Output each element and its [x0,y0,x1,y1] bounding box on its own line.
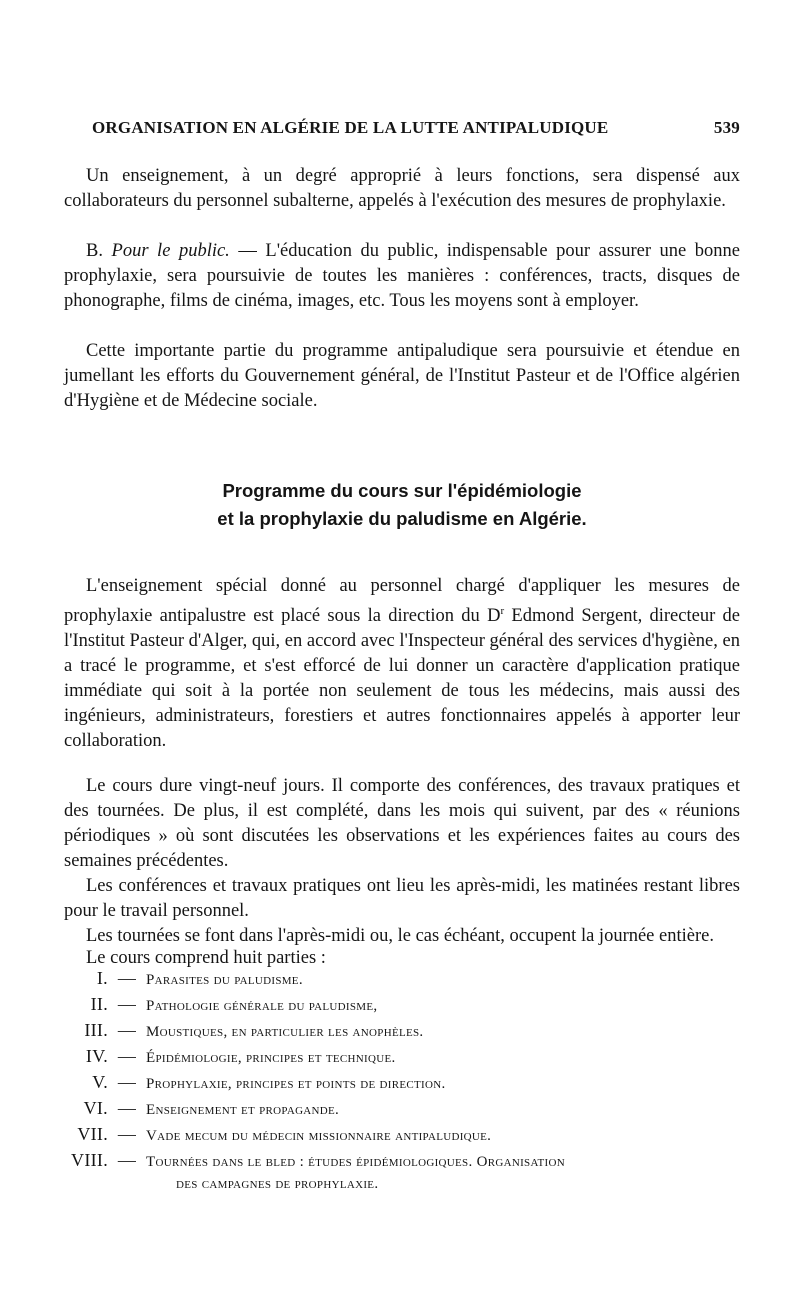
course-parts-list [64,968,740,1202]
part-number: VI. [83,1098,108,1118]
part-dash: — [117,968,137,988]
part-dash: — [117,1150,137,1170]
part-title: Enseignement et propagande. [146,1102,340,1118]
part-dash: — [117,1072,137,1092]
list-item [64,968,740,994]
part-number: VIII. [71,1150,108,1170]
part-title: Moustiques, en particulier les anophèles. [146,1024,424,1040]
part-title: Pathologie générale du paludisme, [146,998,378,1014]
part-dash: — [117,1046,137,1066]
doctor-abbrev-superscript: r [500,605,505,617]
part-title: Vade mecum du médecin missionnaire antipaludique. [146,1128,492,1144]
part-dash: — [117,1124,137,1144]
part-number: I. [96,968,108,988]
running-title: ORGANISATION EN ALGÉRIE DE LA LUTTE ANTIPALUDIQUE [92,118,609,137]
section-paragraph-1 [64,574,740,754]
paragraph-1-part-a: L'enseignement spécial donné au personnel chargé d'appliquer les mesures de prophylaxie antipalustre est placé sous la direction du D [64,576,740,627]
section-paragraph-2: Le cours dure vingt-neuf jours. Il comporte des conférences, des travaux pratiques et des tournées. De plus, il est complété, dans les mois qui suivent, par des « réunions périodiques » où sont discutées les observations et les expériences faites au cours des semaines précédentes. [64,776,740,871]
part-dash: — [117,994,137,1014]
section-title [64,477,740,533]
section-title-line-1: Programme du cours sur l'épidémiologie [222,480,582,501]
public-text: — L'éducation du public, indispensable pour assurer une bonne prophylaxie, sera poursuivie de toutes les manières : conférences, tracts, disques de phonographe, films de cinéma, images, etc. Tous les moyens sont à employer. [64,241,741,311]
part-number: VII. [77,1124,108,1144]
part-title: Parasites du paludisme. [146,972,303,988]
page-number: 539 [713,118,740,137]
part-number: II. [90,994,108,1014]
intro-paragraph-public [64,239,740,314]
part-title: Prophylaxie, principes et points de direction. [146,1076,446,1092]
part-title: Épidémiologie, principes et technique. [146,1050,396,1066]
section-paragraph-3: Les conférences et travaux pratiques ont lieu les après-midi, les matinées restant libres pour le travail personnel. [64,876,740,921]
section-letter: B. [86,241,112,261]
list-item [64,1046,740,1072]
intro-paragraph-1: Un enseignement, à un degré approprié à leurs fonctions, sera dispensé aux collaborateurs du personnel subalterne, appelés à l'exécution des mesures de prophylaxie. [64,166,740,211]
part-title-continuation: des campagnes de prophylaxie. [176,1176,379,1192]
list-item [64,1072,740,1098]
intro-paragraph-3: Cette importante partie du programme antipaludique sera poursuivie et étendue en jumellant les efforts du Gouvernement général, de l'Institut Pasteur et de l'Office algérien d'Hygiène et de Médecine sociale. [64,341,740,411]
public-subheading: Pour le public. [111,241,230,261]
part-dash: — [117,1020,137,1040]
part-number: IV. [85,1046,108,1066]
list-item [64,1020,740,1046]
part-number: III. [84,1020,108,1040]
section-paragraph-4: Les tournées se font dans l'après-midi ou, le cas échéant, occupent la journée entière. [86,926,714,946]
paragraph-1-part-b: Edmond Sergent, directeur de l'Institut Pasteur d'Alger, qui, en accord avec l'Inspecteur général des services d'hygiène, en a tracé le programme, et s'est efforcé de lui donner un caractère d'application pratique immédiate qui soit à la portée non seulement de tous les médecins, mais aussi des ingénieurs, administrateurs, forestiers et autres fonctionnaires appelés à apporter leur collaboration. [64,606,740,752]
list-item [64,1150,740,1176]
part-dash: — [117,1098,137,1118]
list-item [64,1098,740,1124]
running-header [92,118,740,138]
list-item [64,994,740,1020]
list-item [64,1124,740,1150]
part-title: Tournées dans le bled : études épidémiologiques. Organisation [146,1154,565,1170]
section-paragraph-5: Le cours comprend huit parties : [86,948,326,968]
part-number: V. [92,1072,108,1092]
section-title-line-2: et la prophylaxie du paludisme en Algérie. [217,508,587,529]
